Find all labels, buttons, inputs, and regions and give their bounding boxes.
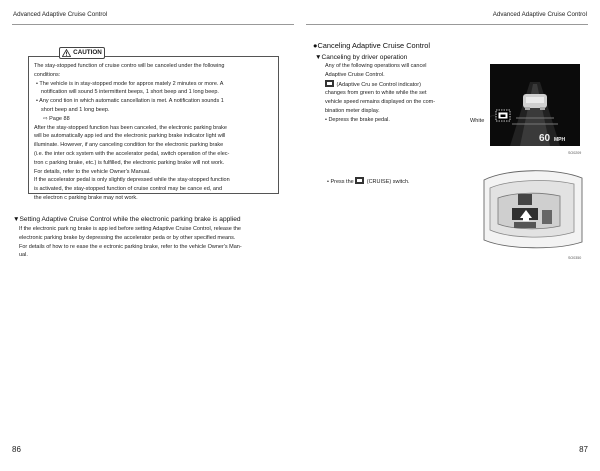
caution-line: tron c parking brake, etc.) is fulfilled, the electronic parking brake will not work.	[34, 159, 225, 166]
bullet-text-after: (CRUISE) switch.	[366, 179, 410, 185]
page-number-right: 87	[579, 445, 588, 454]
indicator-line	[325, 80, 463, 90]
body-line: Adaptive Cruise Control.	[325, 71, 385, 78]
cruise-switch-icon	[355, 177, 364, 184]
caution-line: is activated, the stay-stopped function of cruise control may be cance ed, and	[34, 186, 223, 193]
indicator-label: (Adaptive Cru se Control indicator)	[336, 81, 421, 88]
caution-line: will be automatically app ied and the electronic parking brake indicator light will	[34, 133, 226, 140]
figure-code-1: SO0209	[568, 151, 582, 155]
body-line: bination meter display.	[325, 107, 380, 114]
body-line: For details of how to re ease the e ectronic parking brake, refer to the vehicle Owner's Man-	[19, 243, 242, 250]
running-header-left: Advanced Adaptive Cruise Control	[13, 11, 108, 18]
section-title-canceling: ●Canceling Adaptive Cruise Control	[313, 41, 431, 50]
callout-white-label: White	[470, 118, 485, 124]
running-header-right: Advanced Adaptive Cruise Control	[492, 11, 587, 18]
caution-line: short beep and 1 long beep.	[41, 106, 110, 113]
caution-line: notification will sound 5 intermittent beeps, 1 short beep and 1 long beep.	[41, 89, 219, 96]
meter-display-figure	[490, 64, 580, 146]
caution-line: illuminate. However, if any canceling condition for the electronic parking brake	[34, 142, 224, 149]
header-rule-right	[306, 24, 588, 25]
caution-line: (i.e. the inter ock system with the accelerator pedal, switch operation of the elec-	[34, 150, 230, 157]
caution-label	[59, 47, 105, 59]
figure-code-2: SO0350	[568, 256, 582, 260]
caution-text	[34, 62, 276, 203]
caution-bullet: • The vehicle is in stay-stopped mode for approx mately 2 minutes or more. A	[36, 80, 224, 87]
steering-switch-figure	[478, 170, 586, 250]
page-number-left: 86	[12, 445, 21, 454]
caution-bullet: • Any cond tion in which automatic cancellation is met. A notification sounds 1	[36, 98, 224, 105]
bullet-brake-pedal: • Depress the brake pedal.	[325, 116, 390, 123]
cruise-indicator-icon	[325, 80, 334, 87]
speed-readout: 60	[539, 133, 551, 144]
warning-triangle-icon	[62, 49, 71, 57]
header-rule-left	[12, 24, 294, 25]
caution-line: If the accelerator pedal is only slightly depressed while the stay-stopped function	[34, 177, 230, 184]
canceling-text	[325, 62, 463, 125]
caution-label-text: CAUTION	[73, 49, 102, 56]
body-line: changes from green to white while the set	[325, 90, 427, 97]
bullet-text-before: • Press the	[327, 179, 354, 185]
page-reference-link[interactable]: ⇨ Page 88	[43, 115, 70, 122]
body-line: Any of the following operations will cancel	[325, 63, 427, 69]
caution-line: For details, refer to the vehicle Owner's Manual.	[34, 168, 151, 175]
section-title-parking-brake: ▼Setting Adaptive Cruise Control while the electronic parking brake is applied	[13, 216, 241, 223]
speed-unit: MPH	[554, 137, 566, 143]
body-line: If the electronic park ng brake is app ied before setting Adaptive Cruise Control, release the	[19, 226, 241, 232]
caution-line: After the stay-stopped function has been canceled, the electronic parking brake	[34, 124, 227, 131]
caution-line: the electron c parking brake may not work.	[34, 194, 138, 201]
bullet-cruise-switch	[327, 177, 467, 187]
parking-brake-text	[19, 225, 291, 260]
caution-line: The stay-stopped function of cruise contro will be canceled under the following	[34, 63, 225, 69]
body-line: electronic parking brake by depressing the accelerator peda or by other specified means.	[19, 234, 236, 241]
body-line: vehicle speed remains displayed on the com-	[325, 99, 436, 106]
subsection-title-driver-operation: ▼Canceling by driver operation	[315, 54, 408, 61]
body-line: ual.	[19, 252, 28, 259]
caution-line: conditions:	[34, 71, 61, 78]
